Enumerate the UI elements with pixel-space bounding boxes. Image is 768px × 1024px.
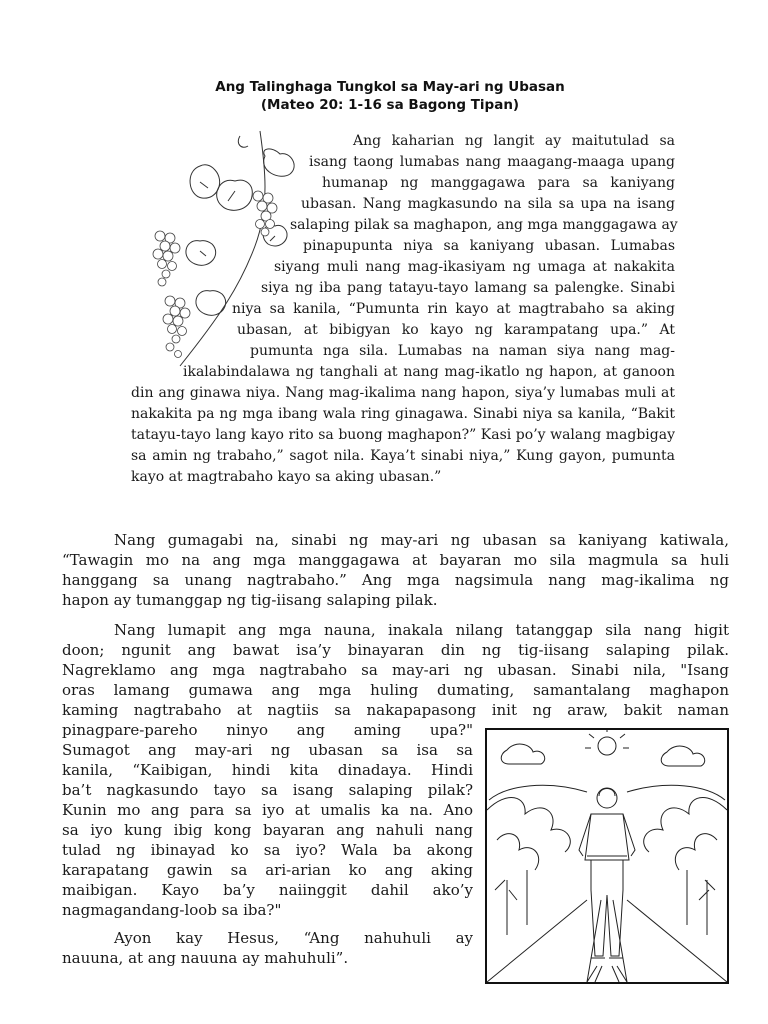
paragraph-line: “Tawagin mo na ang mga manggagawa at bayaran mo sila magmula sa huli (62, 551, 729, 569)
vineyard-owner-drawing (485, 728, 729, 984)
paragraph-line: ubasan. Nang magkasundo na sila sa upa na isang (301, 196, 675, 212)
paragraph-line: salaping pilak sa maghapon, ang mga manggagawa ay (290, 217, 678, 233)
paragraph-line: tulad ng ibinayad ko sa iyo? Wala ba akong (62, 841, 473, 859)
paragraph-line: nagmagandang-loob sa iba?" (62, 901, 282, 919)
paragraph-line: siya ng iba pang tatayu-tayo lamang sa palengke. Sinabi (261, 280, 675, 296)
paragraph-line: oras lamang gumawa ang mga huling dumating, samantalang maghapon (62, 681, 729, 699)
paragraph-line: pinapupunta niya sa kaniyang ubasan. Lumabas (303, 238, 675, 254)
paragraph-line: nauuna, at ang nauuna ay mahuhuli”. (62, 949, 349, 967)
paragraph-line: din ang ginawa niya. Nang mag-ikalima nang hapon, siya’y lumabas muli at (131, 385, 675, 401)
paragraph-line: sa iyo kung ibig kong bayaran ang nahuli nang (62, 821, 473, 839)
paragraph-line: doon; ngunit ang bawat isa’y binayaran din ng tig-iisang salaping pilak. (62, 641, 729, 659)
paragraph-line: Ayon kay Hesus, “Ang nahuhuli ay (114, 929, 473, 947)
paragraph-line: ikalabindalawa ng tanghali at nang mag-ikatlo ng hapon, at ganoon (183, 364, 675, 380)
document-subtitle: (Mateo 20: 1-16 sa Bagong Tipan) (260, 97, 520, 113)
paragraph-line: Sumagot ang may-ari ng ubasan sa isa sa (62, 741, 473, 759)
paragraph-line: maibigan. Kayo ba’y naiinggit dahil ako’y (62, 881, 473, 899)
paragraph-line: siyang muli nang mag-ikasiyam ng umaga at nakakita (274, 259, 675, 275)
paragraph-line: karapatang gawin sa ari-arian ko ang aking (62, 861, 473, 879)
paragraph-line: Nang lumapit ang mga nauna, inakala nilang tatanggap sila nang higit (114, 621, 729, 639)
paragraph-line: nakakita pa ng mga ibang wala ring ginagawa. Sinabi niya sa kanila, “Bakit (131, 406, 675, 422)
paragraph-line: ba’t nagkasundo tayo sa isang salaping pilak? (62, 781, 473, 799)
paragraph-line: ubasan, at bibigyan ko kayo ng karampatang upa.” At (237, 322, 675, 338)
paragraph-line: isang taong lumabas nang maagang-maaga upang (309, 154, 675, 170)
paragraph-line: Ang kaharian ng langit ay maitutulad sa (353, 133, 675, 149)
paragraph-line: Nagreklamo ang mga nagtrabaho sa may-ari ng ubasan. Sinabi nila, "Isang (62, 661, 729, 679)
paragraph-line: kayo at magtrabaho kayo sa aking ubasan.” (131, 469, 442, 485)
document-title: Ang Talinghaga Tungkol sa May-ari ng Ubasan (215, 79, 565, 95)
paragraph-line: kaming nagtrabaho at nagtiis sa nakapapasong init ng araw, bakit naman (62, 701, 729, 719)
paragraph-line: Kunin mo ang para sa iyo at umalis ka na. Ano (62, 801, 473, 819)
paragraph-line: hanggang sa unang nagtrabaho.” Ang mga nagsimula nang mag-ikalima ng (62, 571, 729, 589)
paragraph-line: kanila, “Kaibigan, hindi kita dinadaya. Hindi (62, 761, 473, 779)
paragraph-line: pumunta nga sila. Lumabas na naman siya nang mag- (250, 343, 675, 359)
paragraph-line: pinagpare-pareho ninyo ang aming upa?" (62, 721, 473, 739)
paragraph-line: Nang gumagabi na, sinabi ng may-ari ng ubasan sa kaniyang katiwala, (114, 531, 729, 549)
paragraph-line: sa amin ng trabaho,” sagot nila. Kaya’t sinabi niya,” Kung gayon, pumunta (131, 448, 675, 464)
paragraph-line: tatayu-tayo lang kayo rito sa buong maghapon?” Kasi po’y walang magbigay (131, 427, 675, 443)
paragraph-line: niya sa kanila, “Pumunta rin kayo at magtrabaho sa aking (232, 301, 675, 317)
paragraph-line: hapon ay tumanggap ng tig-iisang salaping pilak. (62, 591, 438, 609)
paragraph-line: humanap ng manggagawa para sa kaniyang (322, 175, 675, 191)
